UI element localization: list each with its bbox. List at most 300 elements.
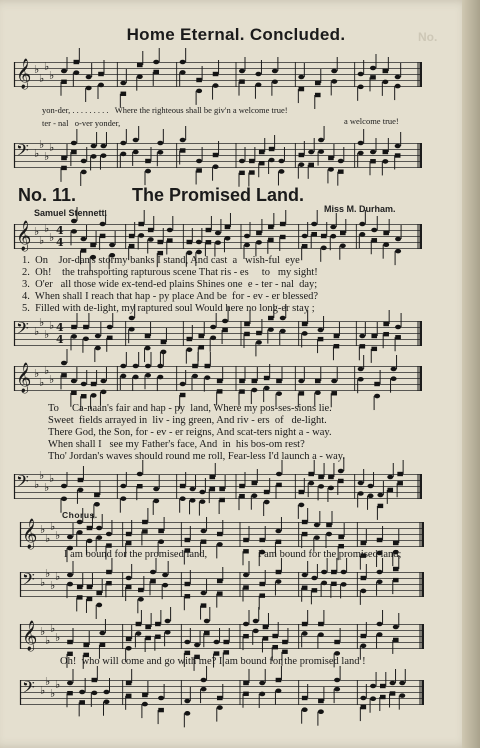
note-head [334, 640, 340, 644]
treble-clef-icon: 𝄞 [16, 221, 32, 251]
note-head [395, 153, 401, 157]
note-head [315, 390, 321, 395]
note-head [142, 693, 148, 697]
note-head [217, 389, 223, 393]
note-head [280, 222, 286, 226]
note-head [239, 494, 245, 498]
note-head [302, 696, 308, 700]
note-head [196, 159, 202, 164]
note-head [282, 640, 288, 644]
note-head [259, 161, 265, 165]
note-head [340, 243, 346, 248]
note-head [67, 691, 73, 695]
note-head [370, 684, 376, 689]
verse-2-part-2: Sweet fields arrayed in liv - ing green, And riv - ers of de-light. [48, 415, 327, 426]
note-head [275, 688, 281, 693]
note-head [395, 249, 401, 254]
note-head [219, 487, 225, 491]
flat-icon: ♭ [34, 225, 40, 238]
note-head [96, 535, 102, 540]
note-head [67, 535, 73, 540]
note-head [268, 327, 274, 332]
note-head [142, 529, 148, 533]
flat-icon: ♭ [40, 625, 46, 638]
note-head [90, 243, 96, 247]
book-spine [462, 0, 480, 748]
note-head [298, 75, 304, 80]
flat-icon: ♭ [39, 72, 45, 85]
note-head [126, 694, 132, 698]
flat-icon: ♭ [49, 69, 55, 82]
note-head [142, 702, 148, 707]
barline-final-thick [420, 366, 423, 391]
note-head [387, 475, 393, 480]
note-head [184, 699, 190, 704]
note-head [264, 376, 270, 380]
note-head [106, 532, 112, 537]
note-head [81, 159, 87, 164]
note-head [198, 334, 204, 338]
note-head [393, 567, 399, 571]
note-head [302, 707, 308, 712]
note-head [315, 81, 321, 85]
note-head [311, 222, 317, 227]
note-head [371, 347, 377, 351]
note-head [264, 386, 270, 391]
bass-clef-icon: 𝄢 [16, 471, 29, 495]
barline-final-thick [420, 321, 423, 346]
note-head [378, 504, 384, 508]
note-head [120, 81, 126, 86]
note-head [133, 150, 139, 155]
note-head [239, 484, 245, 488]
note-head [79, 700, 85, 704]
note-head [81, 394, 87, 398]
note-head [133, 138, 139, 143]
note-head [249, 159, 255, 163]
note-head [136, 622, 142, 626]
barline-final-thick [420, 224, 423, 249]
note-head [315, 379, 321, 383]
note-head [209, 475, 215, 479]
note-head [302, 520, 308, 524]
note-head [359, 334, 365, 339]
note-head [162, 573, 168, 578]
note-head [91, 154, 97, 159]
note-head [259, 538, 265, 542]
note-head [205, 364, 211, 368]
note-head [61, 496, 67, 501]
note-head [95, 334, 101, 339]
note-head [185, 594, 191, 598]
note-head [86, 539, 92, 544]
staff-bass-4 [20, 675, 424, 705]
note-head [377, 579, 383, 584]
hymn-title: The Promised Land. [132, 185, 305, 205]
note-head [321, 246, 327, 251]
note-head [67, 640, 73, 644]
note-head [165, 630, 171, 635]
note-head [126, 532, 132, 536]
note-head [390, 691, 396, 695]
note-head [299, 490, 305, 494]
note-head [299, 153, 305, 157]
flat-icon: ♭ [55, 678, 61, 691]
note-head [148, 237, 154, 242]
note-head [61, 156, 67, 160]
note-head [244, 322, 250, 326]
note-head [370, 150, 376, 155]
note-head [165, 619, 171, 624]
lyric-top-line-2-end: a welcome true! [344, 116, 399, 126]
note-head [180, 60, 186, 65]
note-head [334, 334, 340, 338]
note-head [280, 235, 286, 239]
note-head [100, 234, 106, 238]
note-head [243, 634, 249, 638]
note-head [201, 687, 207, 692]
treble-clef-icon: 𝄞 [22, 519, 38, 549]
hymn-number: No. 11. [18, 185, 77, 205]
note-head [243, 549, 249, 553]
note-head [126, 681, 132, 685]
note-head [326, 523, 332, 527]
note-head [312, 588, 318, 592]
note-head [184, 640, 190, 645]
note-head [217, 532, 223, 536]
verse-3-part-1: 3. O'er all those wide ex-tend-ed plains Shines one e - ter - nal day; [22, 279, 318, 290]
note-head [390, 681, 396, 686]
note-head [259, 692, 265, 697]
note-head [158, 708, 164, 712]
barline-final-thick [422, 680, 425, 705]
note-head [380, 684, 386, 688]
note-head [126, 576, 132, 581]
flat-icon: ♭ [50, 579, 56, 592]
note-head [360, 589, 366, 594]
note-head [180, 496, 186, 501]
note-head [272, 69, 278, 74]
note-head [83, 325, 89, 329]
staff-treble-top [14, 59, 422, 89]
note-head [377, 632, 383, 637]
note-head [276, 540, 282, 544]
note-head [393, 638, 399, 642]
verse-5-part-2: Tho' Jordan's waves should round me roll, Fear-less I'd launch a - way. [48, 451, 345, 462]
note-head [157, 150, 163, 155]
verse-3-part-2: There God, the Son, for - ev - er reigns, And scat-ters night a - way. [48, 427, 332, 438]
note-head [383, 332, 389, 336]
note-head [259, 593, 265, 597]
note-head [120, 484, 126, 489]
note-head [269, 147, 275, 151]
note-head [276, 391, 282, 396]
note-head [318, 328, 324, 333]
time-signature-digit: 4 [56, 236, 64, 249]
note-head [321, 581, 327, 586]
flat-icon: ♭ [34, 367, 40, 380]
note-head [368, 484, 374, 489]
note-head [100, 379, 106, 384]
note-head [217, 579, 223, 583]
note-head [243, 622, 249, 627]
note-head [338, 544, 344, 548]
note-head [358, 481, 364, 486]
note-head [213, 164, 219, 169]
note-head [185, 651, 191, 655]
note-head [259, 150, 265, 154]
note-head [393, 625, 399, 630]
note-head [187, 240, 193, 244]
note-head [187, 337, 193, 341]
note-head [217, 542, 223, 547]
note-head [100, 643, 106, 647]
bass-clef-icon: 𝄢 [22, 677, 35, 701]
note-head [272, 79, 278, 84]
note-head [256, 240, 262, 245]
note-head [61, 373, 67, 377]
flat-icon: ♭ [34, 325, 40, 338]
lyric-top-line-1: yon-der, . . . . . . . . . Where the righteous shall be giv'n a welcome true! [42, 105, 288, 115]
note-head [153, 70, 159, 74]
note-head [244, 332, 250, 336]
note-head [331, 69, 337, 74]
note-head [129, 316, 135, 321]
note-head [276, 472, 282, 477]
note-head [239, 389, 245, 393]
note-head [107, 336, 113, 340]
note-head [157, 375, 163, 380]
note-head [249, 170, 255, 174]
note-head [308, 163, 314, 167]
note-head [251, 388, 257, 393]
note-head [120, 364, 126, 369]
note-head [73, 70, 79, 75]
note-head [360, 643, 366, 648]
flat-icon: ♭ [44, 481, 50, 494]
note-head [298, 379, 304, 384]
flat-icon: ♭ [45, 675, 51, 688]
note-head [399, 681, 405, 686]
treble-clef-icon: 𝄞 [16, 363, 32, 393]
note-head [120, 496, 126, 501]
note-head [239, 379, 245, 383]
note-head [341, 570, 347, 575]
note-head [83, 643, 89, 647]
staff-treble-2 [14, 363, 422, 393]
note-head [91, 144, 97, 149]
note-head [86, 75, 92, 80]
note-head [137, 472, 143, 477]
note-head [209, 487, 215, 491]
note-head [298, 503, 304, 508]
barline-final-thick [420, 143, 423, 168]
note-head [77, 585, 83, 589]
note-head [331, 391, 337, 395]
note-head [196, 89, 202, 94]
note-head [256, 331, 262, 335]
note-head [71, 150, 77, 154]
note-head [334, 687, 340, 692]
note-head [341, 582, 347, 587]
note-head [338, 535, 344, 539]
note-head [397, 481, 403, 485]
note-head [71, 391, 77, 395]
note-head [223, 640, 229, 644]
bass-clef-icon: 𝄢 [16, 318, 29, 342]
note-head [86, 86, 92, 91]
note-head [391, 367, 397, 372]
note-head [361, 705, 367, 709]
flat-icon: ♭ [44, 60, 50, 73]
note-head [157, 141, 163, 146]
note-head [138, 233, 144, 238]
note-head [331, 582, 337, 586]
note-head [370, 66, 376, 71]
note-head [161, 340, 167, 344]
note-head [180, 148, 186, 152]
flat-icon: ♭ [50, 622, 56, 635]
note-head [330, 234, 336, 239]
flat-icon: ♭ [40, 684, 46, 697]
flat-icon: ♭ [44, 150, 50, 163]
note-head [334, 344, 340, 348]
note-head [145, 636, 151, 640]
note-head [201, 540, 207, 544]
note-head [219, 498, 225, 502]
verse-4-part-1: 4. When shall I reach that hap - py place And be for - ev - er blessed? [22, 291, 319, 302]
note-head [338, 479, 344, 483]
note-head [314, 535, 320, 540]
flat-icon: ♭ [44, 222, 50, 235]
note-head [126, 585, 132, 589]
note-head [99, 631, 105, 636]
note-head [196, 250, 202, 255]
note-head [120, 152, 126, 157]
flat-icon: ♭ [49, 373, 55, 386]
note-head [217, 705, 223, 710]
note-head [71, 379, 77, 384]
note-head [222, 319, 228, 324]
chorus-line-1a: I am bound for the promised land, [64, 549, 208, 560]
note-head [71, 141, 77, 146]
note-head [393, 541, 399, 545]
note-head [239, 171, 245, 175]
verse-2-part-1: 2. Oh! the transporting rapturous scene That ris - es to my sight! [22, 267, 318, 278]
note-head [275, 579, 281, 584]
staff-bass-3 [20, 567, 424, 597]
note-head [204, 619, 210, 624]
note-head [330, 225, 336, 230]
note-head [95, 346, 101, 351]
note-head [185, 538, 191, 542]
note-head [145, 364, 151, 369]
note-head [98, 83, 104, 88]
note-head [252, 481, 258, 485]
note-head [126, 637, 132, 641]
note-head [135, 631, 141, 636]
note-head [137, 63, 143, 67]
flat-icon: ♭ [55, 631, 61, 644]
note-head [374, 382, 380, 386]
barline-final-thick [422, 572, 425, 597]
staff-treble-3 [20, 519, 424, 549]
note-head [276, 483, 282, 487]
note-head [282, 650, 288, 654]
note-head [302, 234, 308, 239]
note-head [206, 240, 212, 244]
note-head [109, 243, 115, 248]
note-head [106, 570, 112, 574]
note-head [92, 678, 98, 682]
flat-icon: ♭ [39, 234, 45, 247]
note-head [302, 244, 308, 248]
note-head [377, 538, 383, 542]
note-head [87, 597, 93, 601]
note-head [383, 231, 389, 235]
note-head [204, 631, 210, 635]
note-head [158, 696, 164, 701]
note-head [67, 681, 73, 686]
note-head [321, 234, 327, 238]
note-head [275, 529, 281, 534]
note-head [358, 151, 364, 156]
note-head [138, 597, 144, 602]
page-title: Home Eternal. Concluded. [126, 25, 346, 44]
note-head [318, 709, 324, 714]
note-head [302, 586, 308, 590]
note-head [244, 243, 250, 248]
flat-icon: ♭ [55, 570, 61, 583]
note-head [318, 337, 324, 341]
note-head [153, 487, 159, 492]
note-head [358, 377, 364, 382]
flat-icon: ♭ [40, 523, 46, 536]
note-head [383, 150, 389, 154]
note-head [91, 382, 97, 386]
note-head [360, 696, 366, 701]
verse-1-part-1: 1. On Jor-dan's stormy banks I stand, And cast a wish-ful eye [22, 255, 300, 266]
note-head [370, 75, 376, 79]
note-head [383, 322, 389, 326]
note-head [201, 603, 207, 607]
note-head [243, 538, 249, 542]
bass-clef-icon: 𝄢 [22, 569, 35, 593]
flat-icon: ♭ [44, 364, 50, 377]
verse-5-part-1: 5. Filled with de-light, my raptured soul Would here no long-er stay ; [22, 303, 315, 314]
flat-icon: ♭ [39, 376, 45, 389]
note-head [153, 60, 159, 65]
note-head [61, 166, 67, 170]
note-head [201, 591, 207, 596]
note-head [225, 225, 231, 229]
note-head [359, 222, 365, 227]
staff-bass-2 [14, 469, 422, 499]
note-head [96, 591, 102, 595]
note-head [94, 493, 100, 497]
note-head [61, 484, 67, 489]
note-head [155, 622, 161, 626]
note-head [100, 153, 106, 158]
note-head [383, 69, 389, 73]
note-head [217, 379, 223, 383]
note-head [104, 700, 110, 705]
time-signature-digit: 4 [56, 333, 64, 346]
note-head [243, 585, 249, 589]
staff-bass-1 [14, 316, 422, 346]
note-head [328, 486, 334, 491]
note-head [79, 690, 85, 695]
